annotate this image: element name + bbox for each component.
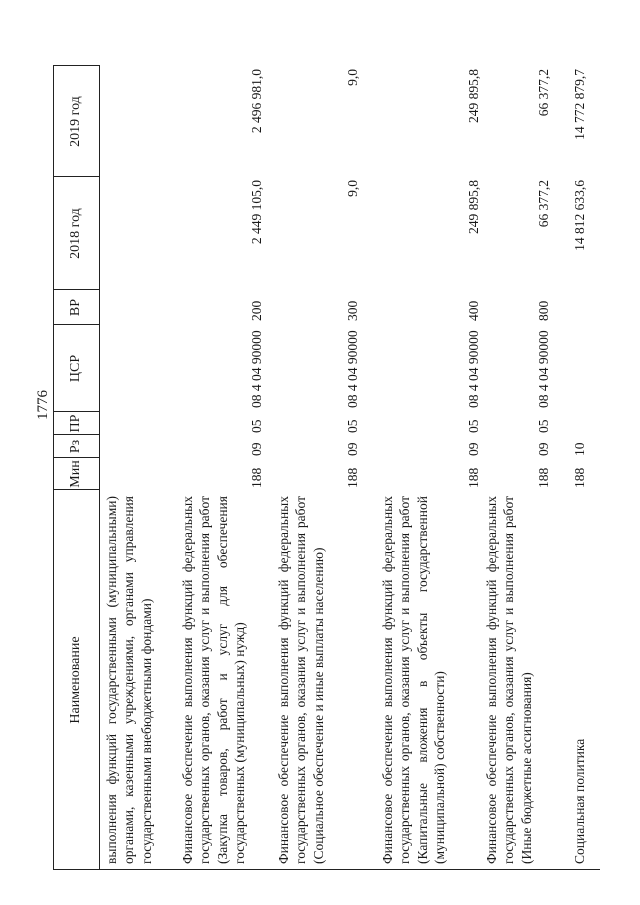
row-2018: 9,0 [345, 180, 360, 197]
row-min: 188 [466, 467, 481, 488]
row-rz: 09 [345, 442, 360, 456]
header-vr: ВР [68, 298, 83, 317]
row-2019: 2 496 981,0 [249, 69, 264, 134]
row-min: 188 [536, 467, 551, 488]
row-name: Финансовое обеспечение выполнения функций федеральных государственных органов, оказания услуг и выполнения работ (Капитальные вложения в объекты государственной (муниципальной) собственности) [380, 496, 447, 864]
row-rz: 09 [466, 442, 481, 456]
row-2019: 249 895,8 [466, 69, 481, 123]
row-name: Финансовое обеспечение выполнения функций федеральных государственных органов, оказания услуг и выполнения работ (Иные бюджетные ассигнования) [484, 496, 534, 864]
row-min: 188 [572, 467, 587, 488]
row-2019: 14 772 879,7 [572, 69, 587, 140]
row-2018: 249 895,8 [466, 180, 481, 234]
row-2019: 9,0 [345, 69, 360, 86]
row-pr: 05 [536, 419, 551, 433]
row-rz: 09 [536, 442, 551, 456]
row-csr: 08 4 04 90000 [345, 330, 360, 408]
row-name: выполнения функций государственными (муниципальными) органами, казенными учреждениями, органами управления государственными внебюджетными фондами) [104, 496, 154, 864]
header-pr: ПР [68, 414, 83, 433]
header-divider [99, 65, 100, 870]
row-name: Финансовое обеспечение выполнения функций федеральных государственных органов, оказания услуг и выполнения работ (Социальное обеспечение и иные выплаты населению) [276, 496, 326, 864]
row-2018: 14 812 633,6 [572, 180, 587, 251]
header-rz: Рз [68, 439, 83, 454]
row-csr: 08 4 04 90000 [249, 330, 264, 408]
header-2019: 2019 год [68, 96, 83, 147]
row-csr: 08 4 04 90000 [536, 330, 551, 408]
row-name: Социальная политика [572, 738, 587, 864]
row-2019: 66 377,2 [536, 69, 551, 117]
row-vr: 200 [249, 300, 264, 321]
row-name: Финансовое обеспечение выполнения функций федеральных государственных органов, оказания услуг и выполнения работ (Закупка товаров, работ и услуг для обеспечения государственных (муниципальных) нужд) [180, 496, 247, 864]
row-csr: 08 4 04 90000 [466, 330, 481, 408]
row-vr: 300 [345, 300, 360, 321]
header-csr: ЦСР [68, 354, 83, 383]
row-2018: 2 449 105,0 [249, 180, 264, 245]
row-vr: 800 [536, 300, 551, 321]
header-min: Мин [68, 460, 83, 488]
row-pr: 05 [345, 419, 360, 433]
row-min: 188 [345, 467, 360, 488]
row-pr: 05 [466, 419, 481, 433]
row-min: 188 [249, 467, 264, 488]
table-border-left [53, 869, 600, 870]
budget-table [53, 65, 600, 870]
row-2018: 66 377,2 [536, 180, 551, 228]
row-rz: 10 [572, 442, 587, 456]
row-pr: 05 [249, 419, 264, 433]
row-rz: 09 [249, 442, 264, 456]
row-vr: 400 [466, 300, 481, 321]
header-2018: 2018 год [68, 208, 83, 259]
page-number: 1776 [35, 390, 51, 420]
rotated-page-content [53, 65, 600, 870]
header-name: Наименование [68, 636, 83, 724]
